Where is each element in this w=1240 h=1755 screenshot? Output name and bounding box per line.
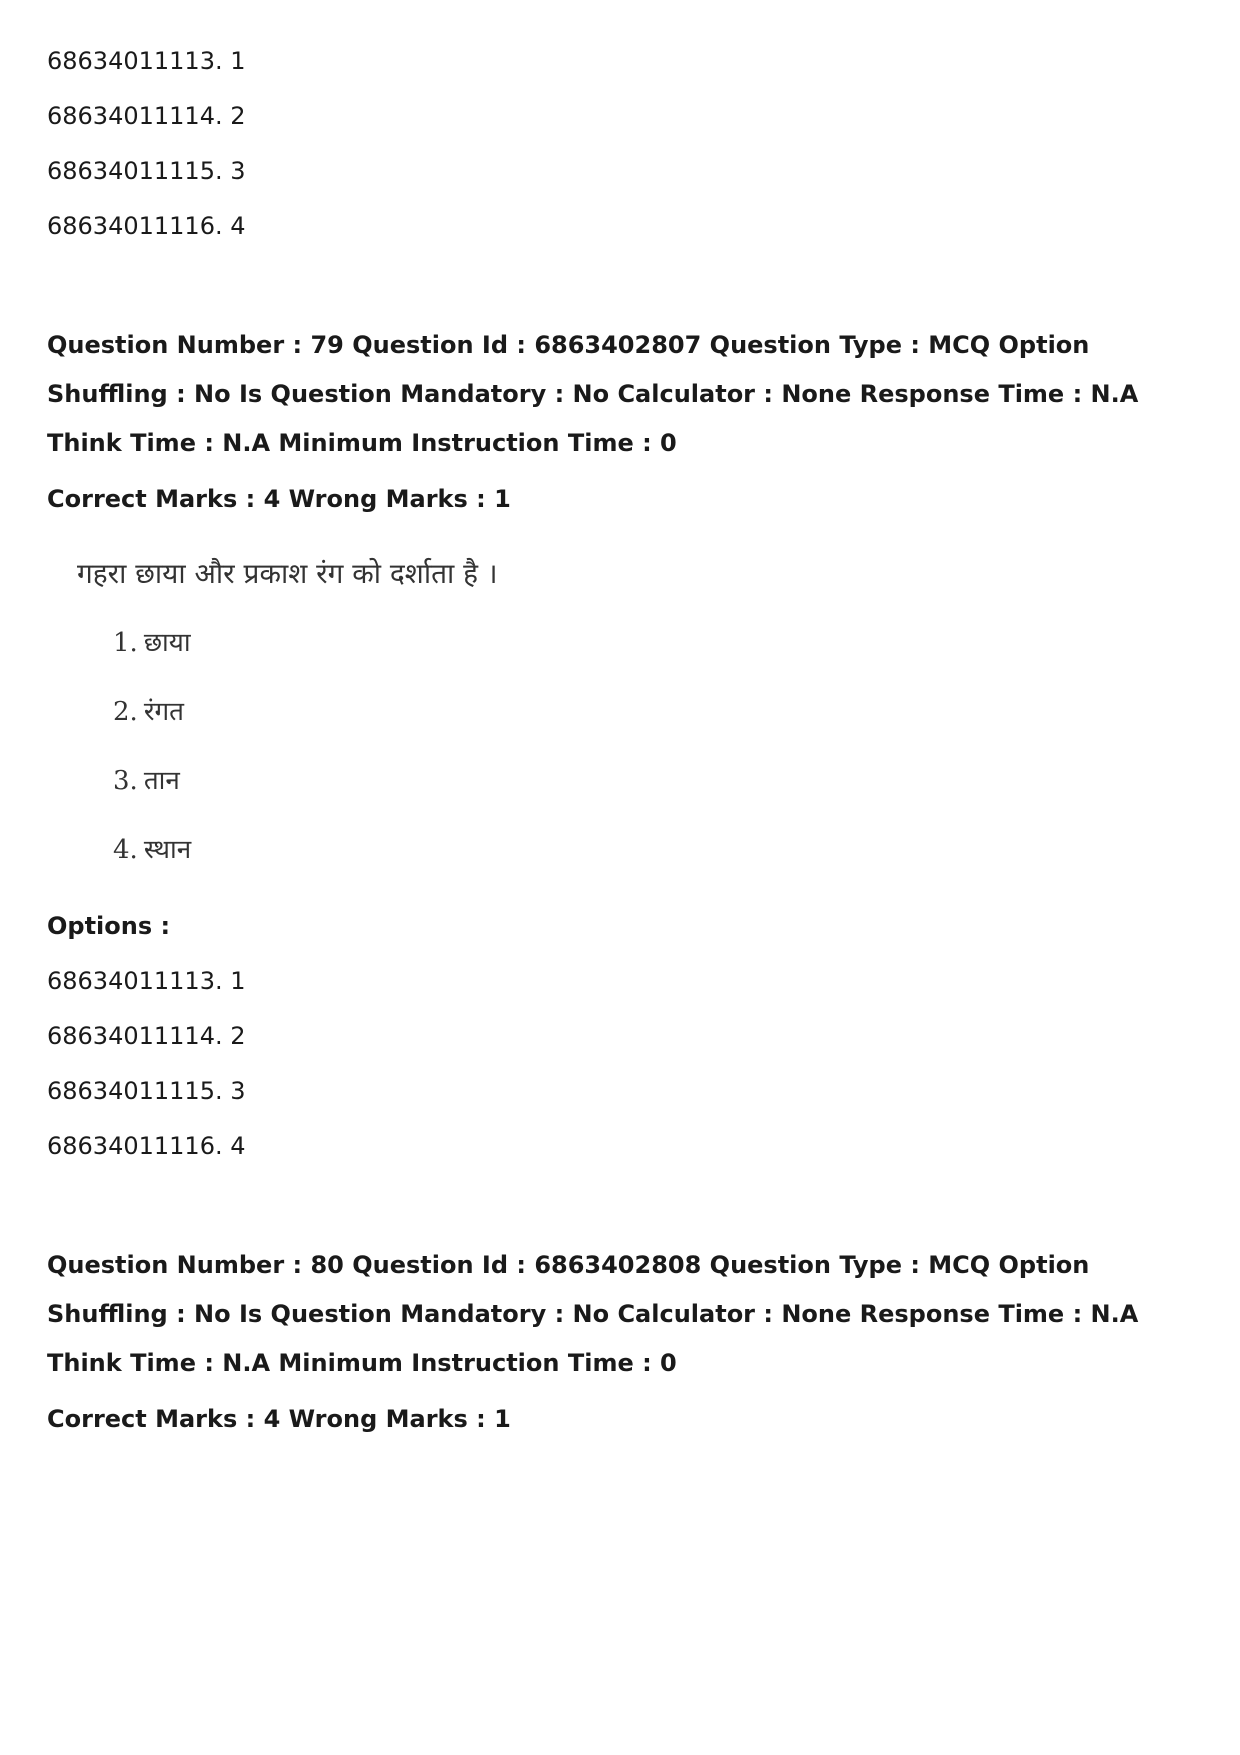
choice-text: स्थान <box>143 835 192 865</box>
question-79-stem: गहरा छाया और प्रकाश रंग को दर्शाता है । <box>77 557 498 590</box>
choice-number: 3. <box>113 766 138 796</box>
question-79-choice <box>113 695 184 729</box>
choice-text: रंगत <box>143 697 184 727</box>
question-79-marks: Correct Marks : 4 Wrong Marks : 1 <box>47 485 511 513</box>
question-79-choice <box>113 626 191 660</box>
question-79-image <box>77 556 498 865</box>
choice-text: तान <box>143 766 180 796</box>
option-line: 68634011114. 2 <box>47 102 246 130</box>
option-line: 68634011113. 1 <box>47 47 246 75</box>
question-79-choice <box>113 764 180 798</box>
option-line: 68634011115. 3 <box>47 1077 246 1105</box>
question-80-marks: Correct Marks : 4 Wrong Marks : 1 <box>47 1405 511 1433</box>
option-line: 68634011116. 4 <box>47 212 246 240</box>
option-line: 68634011116. 4 <box>47 1132 246 1160</box>
question-79-metadata: Question Number : 79 Question Id : 6863402807 Question Type : MCQ Option Shuffling : No Is Question Mandatory : No Calculator : None Response Time : N.A Think Time : N.A Minimum Instruction Time : 0 <box>47 331 1139 457</box>
option-line: 68634011114. 2 <box>47 1022 246 1050</box>
choice-number: 1. <box>113 628 138 658</box>
question-79-choice <box>113 833 191 867</box>
option-line: 68634011113. 1 <box>47 967 246 995</box>
option-line: 68634011115. 3 <box>47 157 246 185</box>
choice-text: छाया <box>143 628 191 658</box>
choice-number: 4. <box>113 835 138 865</box>
question-80-metadata: Question Number : 80 Question Id : 6863402808 Question Type : MCQ Option Shuffling : No Is Question Mandatory : No Calculator : None Response Time : N.A Think Time : N.A Minimum Instruction Time : 0 <box>47 1251 1139 1377</box>
choice-number: 2. <box>113 697 138 727</box>
options-heading: Options : <box>47 912 171 940</box>
